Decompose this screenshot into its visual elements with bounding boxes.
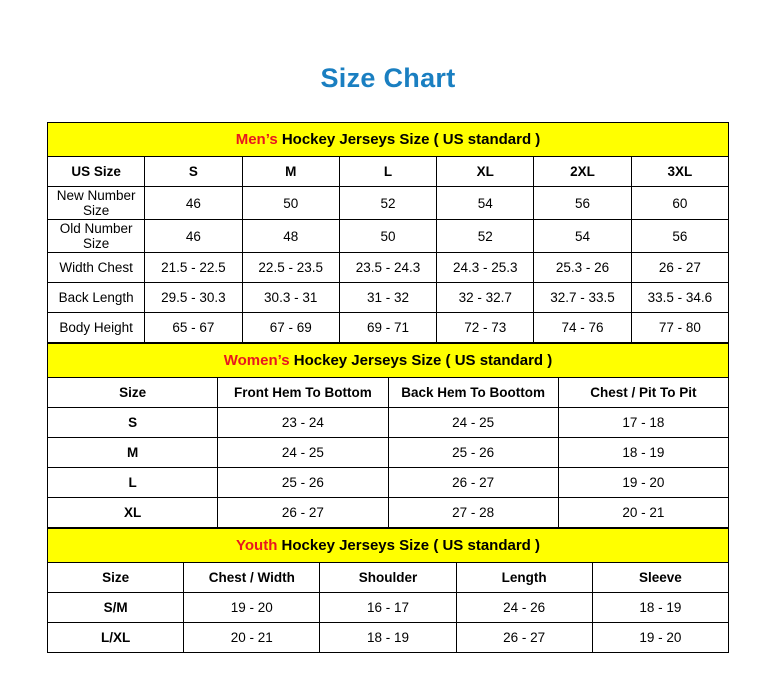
mens-cell: 31 - 32 [339,283,436,313]
mens-cell: 32.7 - 33.5 [534,283,631,313]
mens-section-header [48,123,729,157]
table-row [48,253,729,283]
table-row [48,313,729,343]
youth-col-1: Chest / Width [184,563,320,593]
youth-cell: 26 - 27 [456,623,592,653]
youth-cell: 19 - 20 [184,593,320,623]
youth-col-4: Sleeve [592,563,728,593]
womens-row-label: XL [48,498,218,528]
mens-size-table [47,122,729,343]
mens-cell: 52 [437,220,534,253]
table-row [48,220,729,253]
mens-row-label: Old Number Size [48,220,145,253]
mens-column-header-row [48,157,729,187]
youth-cell: 18 - 19 [320,623,456,653]
womens-col-2: Back Hem To Boottom [388,378,558,408]
womens-cell: 27 - 28 [388,498,558,528]
womens-cell: 26 - 27 [218,498,388,528]
womens-cell: 24 - 25 [218,438,388,468]
womens-section-header-row [48,344,729,378]
mens-col-1: S [145,157,242,187]
table-row [48,408,729,438]
womens-col-1: Front Hem To Bottom [218,378,388,408]
mens-cell: 74 - 76 [534,313,631,343]
mens-cell: 56 [631,220,728,253]
mens-cell: 67 - 69 [242,313,339,343]
mens-cell: 50 [339,220,436,253]
mens-heading-rest: Hockey Jerseys Size ( US standard ) [277,131,541,148]
mens-section-header-row [48,123,729,157]
mens-cell: 29.5 - 30.3 [145,283,242,313]
womens-cell: 25 - 26 [388,438,558,468]
youth-row-label: L/XL [48,623,184,653]
table-row [48,623,729,653]
mens-cell: 65 - 67 [145,313,242,343]
mens-cell: 46 [145,220,242,253]
youth-cell: 20 - 21 [184,623,320,653]
youth-row-label: S/M [48,593,184,623]
mens-row-label: Body Height [48,313,145,343]
youth-heading-rest: Hockey Jerseys Size ( US standard ) [277,537,540,554]
size-tables [47,122,729,653]
womens-column-header-row [48,378,729,408]
mens-cell: 60 [631,187,728,220]
youth-section-header-row [48,529,729,563]
mens-cell: 50 [242,187,339,220]
mens-col-2: M [242,157,339,187]
womens-col-3: Chest / Pit To Pit [558,378,728,408]
mens-cell: 25.3 - 26 [534,253,631,283]
mens-cell: 48 [242,220,339,253]
youth-cell: 24 - 26 [456,593,592,623]
mens-cell: 22.5 - 23.5 [242,253,339,283]
page-title: Size Chart [320,63,456,93]
youth-section-header [48,529,729,563]
table-row [48,593,729,623]
mens-cell: 52 [339,187,436,220]
mens-heading-accent: Men’s [235,131,278,148]
youth-cell: 19 - 20 [592,623,728,653]
table-row [48,438,729,468]
womens-cell: 24 - 25 [388,408,558,438]
womens-cell: 26 - 27 [388,468,558,498]
mens-cell: 23.5 - 24.3 [339,253,436,283]
youth-col-0: Size [48,563,184,593]
womens-section-header [48,344,729,378]
womens-size-table [47,343,729,528]
youth-heading-accent: Youth [236,537,278,554]
youth-column-header-row [48,563,729,593]
mens-cell: 32 - 32.7 [437,283,534,313]
mens-col-6: 3XL [631,157,728,187]
mens-row-label: New Number Size [48,187,145,220]
womens-cell: 19 - 20 [558,468,728,498]
womens-row-label: L [48,468,218,498]
mens-cell: 24.3 - 25.3 [437,253,534,283]
youth-cell: 18 - 19 [592,593,728,623]
womens-row-label: M [48,438,218,468]
mens-cell: 21.5 - 22.5 [145,253,242,283]
womens-row-label: S [48,408,218,438]
mens-col-3: L [339,157,436,187]
youth-col-3: Length [456,563,592,593]
mens-cell: 30.3 - 31 [242,283,339,313]
womens-cell: 23 - 24 [218,408,388,438]
mens-cell: 46 [145,187,242,220]
womens-cell: 20 - 21 [558,498,728,528]
table-row [48,468,729,498]
mens-cell: 26 - 27 [631,253,728,283]
youth-size-table [47,528,729,653]
mens-cell: 33.5 - 34.6 [631,283,728,313]
mens-cell: 54 [437,187,534,220]
womens-cell: 17 - 18 [558,408,728,438]
mens-cell: 56 [534,187,631,220]
youth-cell: 16 - 17 [320,593,456,623]
womens-heading-rest: Hockey Jerseys Size ( US standard ) [289,352,553,369]
womens-cell: 25 - 26 [218,468,388,498]
table-row [48,283,729,313]
womens-heading-accent: Women’s [223,352,290,369]
mens-col-5: 2XL [534,157,631,187]
youth-col-2: Shoulder [320,563,456,593]
table-row [48,498,729,528]
mens-row-label: Width Chest [48,253,145,283]
mens-col-0: US Size [48,157,145,187]
mens-cell: 69 - 71 [339,313,436,343]
mens-cell: 77 - 80 [631,313,728,343]
mens-cell: 54 [534,220,631,253]
mens-col-4: XL [437,157,534,187]
womens-cell: 18 - 19 [558,438,728,468]
mens-row-label: Back Length [48,283,145,313]
table-row [48,187,729,220]
mens-cell: 72 - 73 [437,313,534,343]
womens-col-0: Size [48,378,218,408]
